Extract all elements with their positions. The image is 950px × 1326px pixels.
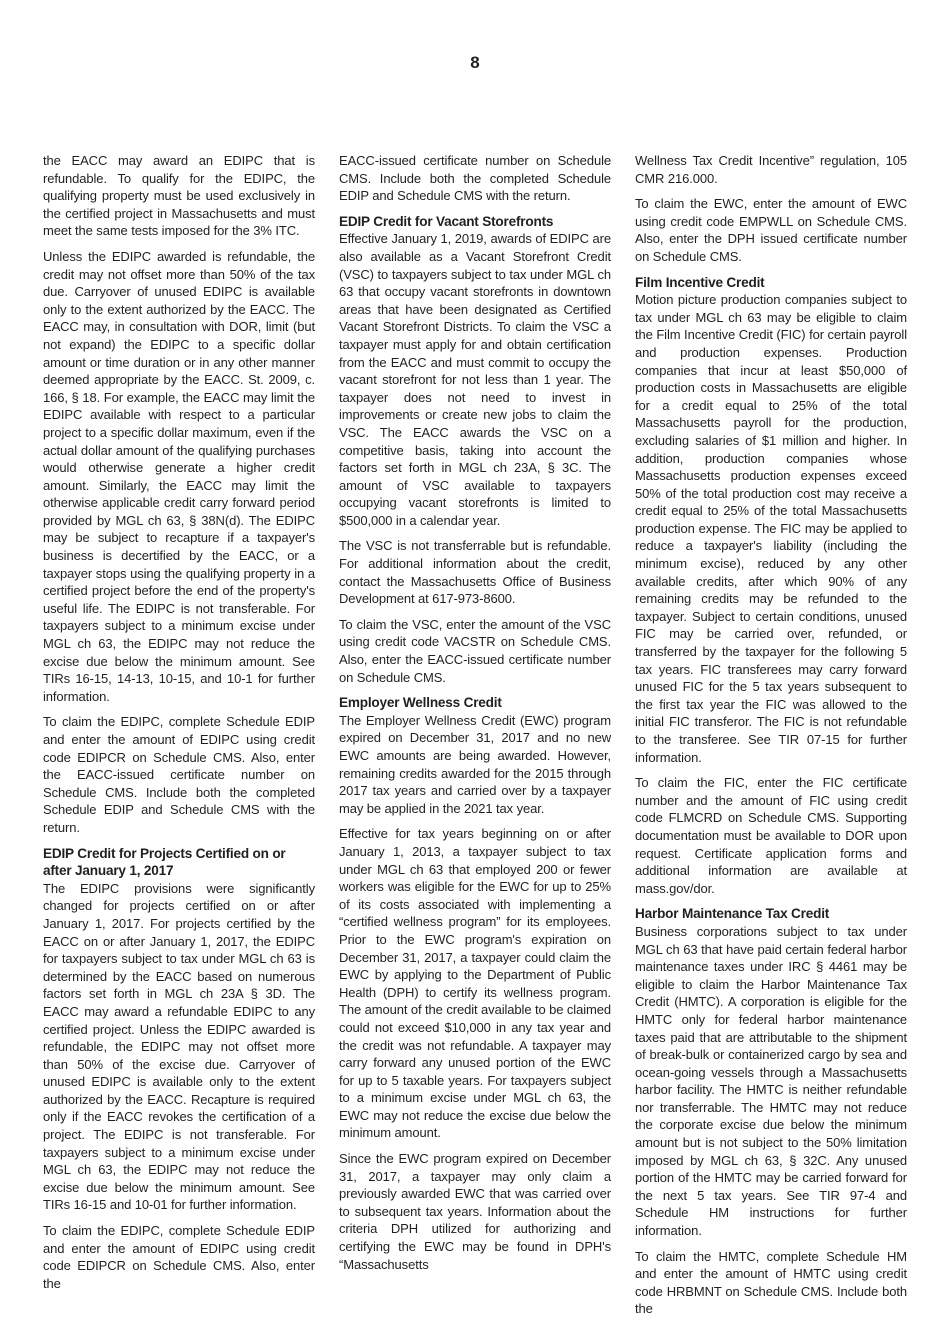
paragraph: To claim the EDIPC, complete Schedule EDIP and enter the amount of EDIPC using credit code EDIPCR on Schedule CMS. Also, enter the	[43, 1223, 315, 1291]
paragraph: Unless the EDIPC awarded is refundable, the credit may not offset more than 50% of the tax due. Carryover of unused EDIPC is available only to the extent authorized by the EACC. The EACC may, in consultation with DOR, limit (but not expand) the EDIPC to a specific dollar amount or time duration or in any other manner deemed appropriate by the EACC. St. 2009, c. 166, § 18. For example, the EACC may limit the EDIPC available with respect to a particular project to a specific dollar maximum, even if the actual dollar amount of the qualifying purchases would otherwise generate a higher credit amount. Similarly, the EACC may limit the otherwise applicable credit carry forward period provided by MGL ch 63, § 38N(d). The EDIPC may be subject to recapture if a taxpayer's business is decertified by the EACC, or a taxpayer stops using the qualifying property in a certified project before the end of the property's useful life. The EDIPC is not transferable. For taxpayers subject to a minimum excise under MGL ch 63, the EDIPC may not reduce the excise due below the minimum amount. See TIRs 16-15, 14-13, 10-15, and 10-1 for further information.	[43, 248, 315, 704]
page-number: 8	[470, 53, 480, 72]
paragraph: To claim the EWC, enter the amount of EWC using credit code EMPWLL on Schedule CMS. Also, enter the DPH issued certificate number on Schedule CMS.	[635, 196, 907, 264]
paragraph: Business corporations subject to tax under MGL ch 63 that have paid certain federal harbor maintenance taxes under IRC § 4461 may be eligible to claim the Harbor Maintenance Tax Credit (HMTC). A corporation is eligible for the HMTC only for federal harbor maintenance taxes paid that are attributable to the shipment of break-bulk or containerized cargo by sea and ocean-going vessels through a Massachusetts harbor facility. The HMTC is neither refundable nor transferrable. The HMTC may not reduce the corporate excise due below the minimum amount but is not subject to the 50% limitation imposed by MGL ch 63, § 32C. Any unused portion of the HMTC may be carried forward for the next 5 tax years. See TIR 97-4 and Schedule HM instructions for further information.	[635, 923, 907, 1239]
section-heading: EDIP Credit for Projects Certified on or after January 1, 2017	[43, 845, 286, 879]
paragraph: Effective for tax years beginning on or after January 1, 2013, a taxpayer subject to tax under MGL ch 63 that employed 200 or fewer workers was eligible for the EWC for up to 25% of its costs associated with implementing a “certified wellness program” for its employees. Prior to the EWC program's expiration on December 31, 2017, a taxpayer could claim the EWC by applying to the Department of Public Health (DPH) to certify its wellness program. The amount of the credit available to be claimed could not exceed $10,000 in any tax year and the credit was not refundable. A taxpayer may carry forward any unused portion of the EWC for up to 5 taxable years. For taxpayers subject to a minimum excise under MGL ch 63, the EWC may not reduce the excise due below the minimum amount.	[339, 826, 611, 1141]
paragraph: To claim the FIC, enter the FIC certificate number and the amount of FIC using credit code FLMCRD on Schedule CMS. Supporting documentation must be available to DOR upon request. Certificate application forms and additional information are available at mass.gov/dor.	[635, 775, 907, 896]
paragraph: To claim the VSC, enter the amount of the VSC using credit code VACSTR on Schedule CMS. Also, enter the EACC-issued certificate number on Schedule CMS.	[339, 616, 611, 685]
column-1	[43, 152, 315, 1300]
column-3	[635, 152, 907, 1326]
section-heading: Employer Wellness Credit	[339, 695, 502, 711]
section-heading: EDIP Credit for Vacant Storefronts	[339, 213, 554, 229]
paragraph: the EACC may award an EDIPC that is refundable. To qualify for the EDIPC, the qualifying property must be used exclusively in the certified project in Massachusetts and must meet the same tests imposed for the 3% ITC.	[43, 153, 315, 239]
paragraph: Motion picture production companies subject to tax under MGL ch 63 may be eligible to claim the Film Incentive Credit (FIC) for certain payroll and production expenses. Production companies that incur at least $50,000 of production costs in Massachusetts are eligible for a credit equal to 25% of the total Massachusetts payroll for the production, excluding salaries of $1 million and higher. In addition, production companies whose Massachusetts production expenses exceed 50% of the total production cost may receive a credit equal to 25% of the total Massachusetts production expense. The FIC may be applied to reduce a taxpayer's liability (including the minimum excise), reduced by any other available credits, after which 90% of any remaining credits may be refunded to the taxpayer. Subject to certain conditions, unused FIC may be carried over, refunded, or transferred by the taxpayer for the following 5 tax years. FIC transferees may carry forward unused FIC for the 5 tax years subsequent to the first tax year the FIC was allowed to the initial FIC transferor. The FIC is not refundable to the transferee. See TIR 07-15 for further information.	[635, 292, 907, 765]
paragraph: The VSC is not transferrable but is refundable. For additional information about the credit, contact the Massachusetts Office of Business Development at 617-973-8600.	[339, 538, 611, 607]
paragraph: Wellness Tax Credit Incentive” regulation, 105 CMR 216.000.	[635, 153, 907, 186]
paragraph: EACC-issued certificate number on Schedule CMS. Include both the completed Schedule EDIP and Schedule CMS with the return.	[339, 153, 611, 204]
column-2	[339, 152, 611, 1281]
paragraph: To claim the HMTC, complete Schedule HM and enter the amount of HMTC using credit code HRBMNT on Schedule CMS. Include both the	[635, 1248, 907, 1317]
paragraph: To claim the EDIPC, complete Schedule EDIP and enter the amount of EDIPC using credit code EDIPCR on Schedule CMS. Also, enter the EACC-issued certificate number on Schedule CMS. Include both the completed Schedule EDIP and Schedule CMS with the return.	[43, 714, 315, 835]
section-heading: Film Incentive Credit	[635, 274, 765, 290]
paragraph: Effective January 1, 2019, awards of EDIPC are also available as a Vacant Storefront Credit (VSC) to taxpayers subject to tax under MGL ch 63 that occupy vacant storefronts in downtown areas that have been designated as Certified Vacant Storefront Districts. To claim the VSC a taxpayer must apply for and obtain certification from the EACC and must commit to occupy the vacant storefront for not less than 1 year. The taxpayer does not need to invest in improvements or create new jobs to claim the VSC. The EACC awards the VSC on a competitive basis, taking into account the factors set forth in MGL ch 23A, § 3C. The amount of VSC available to taxpayers occupying vacant storefronts is limited to $500,000 in a calendar year.	[339, 231, 611, 528]
section-heading: Harbor Maintenance Tax Credit	[635, 906, 830, 922]
paragraph: The EDIPC provisions were significantly changed for projects certified on or after January 1, 2017. For projects certified by the EACC on or after January 1, 2017, the EDIPC for taxpayers subject to tax under MGL ch 63 is determined by the EACC based on numerous factors set forth in MGL ch 23A § 3D. The EACC may award a refundable EDIPC to any certified project. Unless the EDIPC awarded is refundable, the EDIPC may not offset more than 50% of the excise due. Carryover of unused EDIPC is available only to the extent authorized by the EACC. Recapture is required only if the EACC revokes the certification of a project. The EDIPC is not transferable. For taxpayers subject to a minimum excise under MGL ch 63, the EDIPC may not reduce the excise due below the minimum amount. See TIRs 16-15 and 10-01 for further information.	[43, 880, 315, 1213]
paragraph: Since the EWC program expired on December 31, 2017, a taxpayer may only claim a previously awarded EWC that was carried over to subsequent tax years. Information about the criteria DPH utilized for authorizing and certifying the EWC may be found in DPH's “Massachusetts	[339, 1151, 611, 1272]
paragraph: The Employer Wellness Credit (EWC) program expired on December 31, 2017 and no new EWC amounts are being awarded. However, remaining credits awarded for the 2015 through 2017 tax years and carried over by a taxpayer may be applied in the 2021 tax year.	[339, 712, 611, 816]
